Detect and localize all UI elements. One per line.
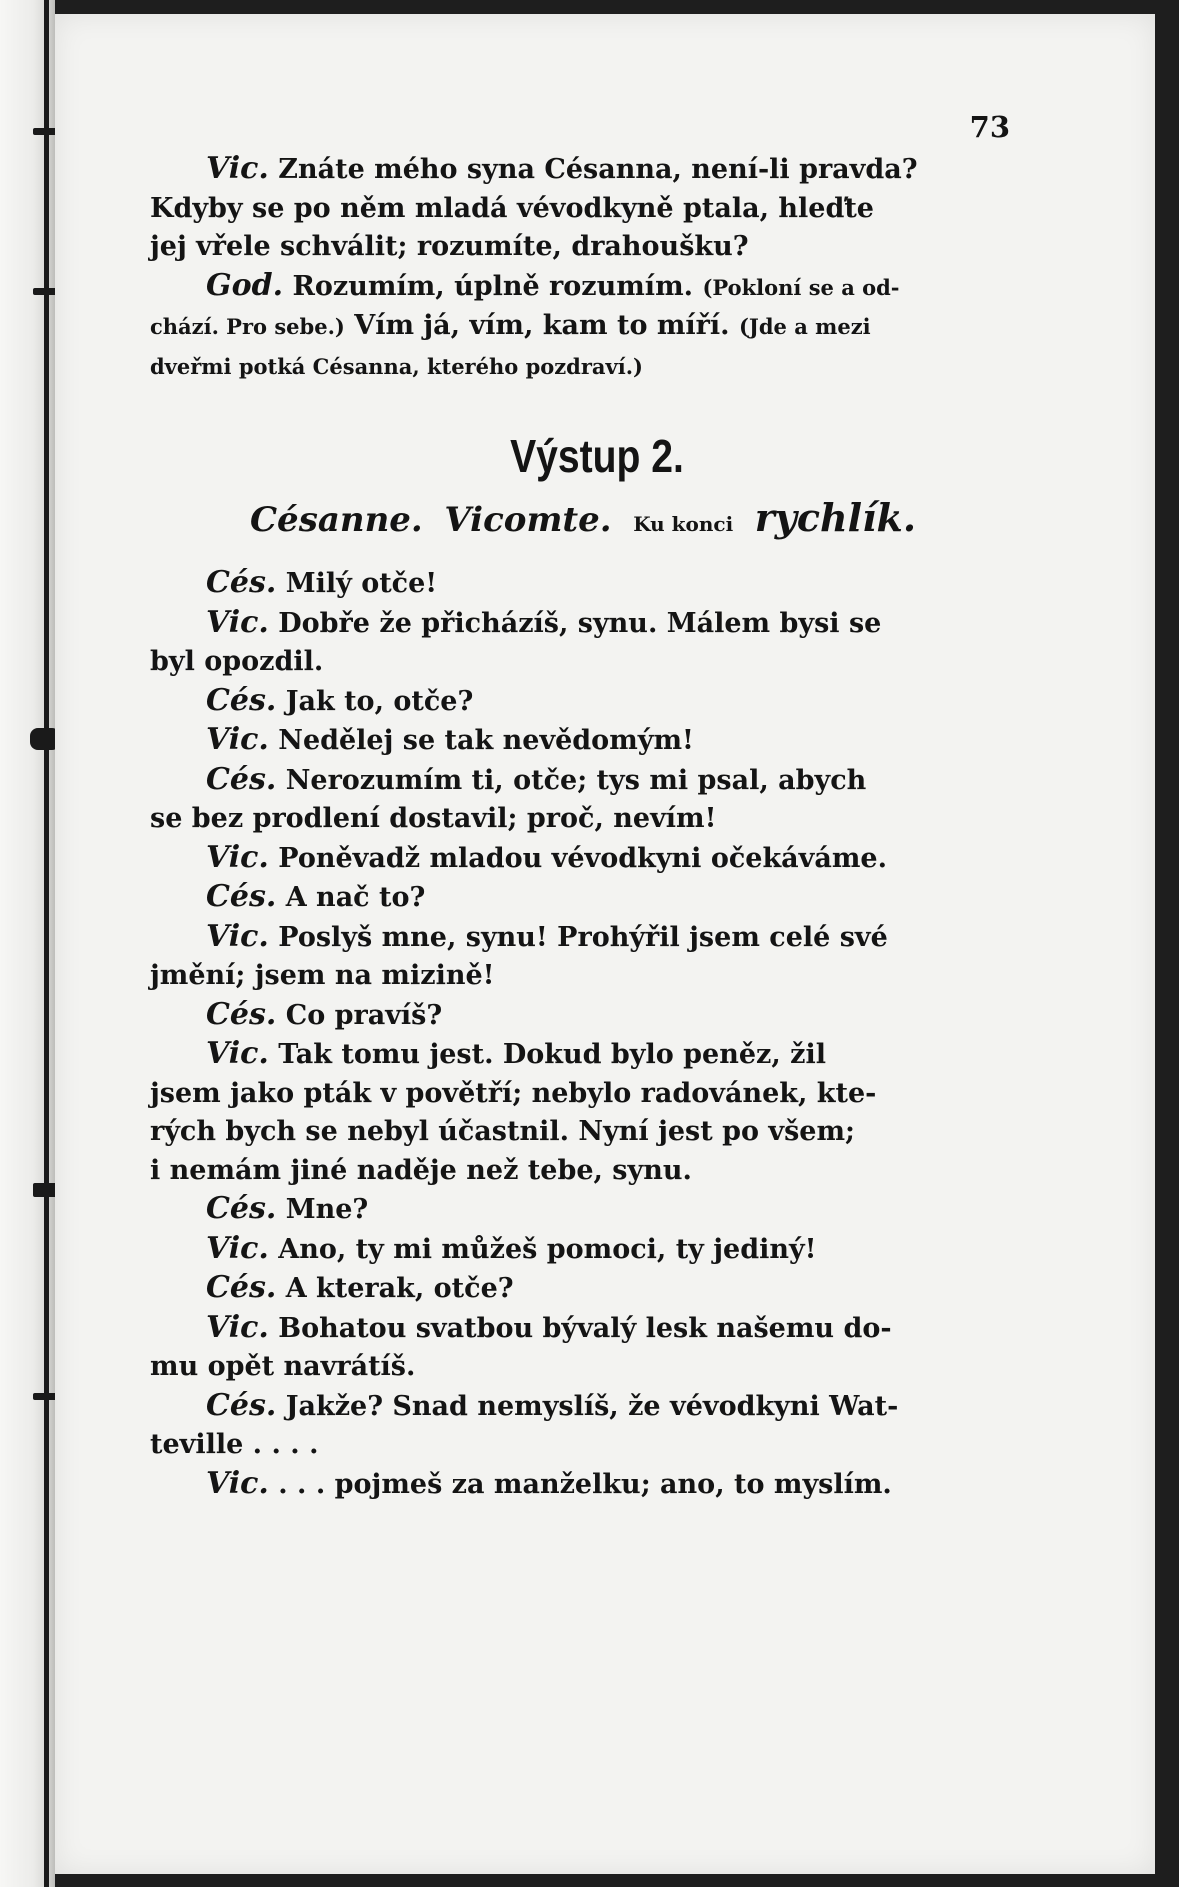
- stage-direction: (Pokloní se a od-: [702, 274, 900, 300]
- text-line: i nemám jiné naděje než tebe, synu.: [150, 1154, 692, 1186]
- speaker-name: Cés.: [206, 1270, 277, 1305]
- cast-member: Césanne.: [250, 500, 423, 540]
- speaker-name: Vic.: [206, 1036, 269, 1071]
- dialogue-line: Cés. Jak to, otče?: [206, 682, 474, 718]
- cast-list: [150, 492, 1010, 550]
- text-line: jej vřele schválit; rozumíte, drahoušku?: [150, 231, 749, 262]
- speaker-name: Vic.: [206, 918, 269, 954]
- dialogue-line: Vic. Poslyš mne, synu! Prohýřil jsem celé své: [206, 918, 888, 954]
- speaker-name: Cés.: [206, 565, 277, 600]
- text-line: [150, 347, 1010, 387]
- page-number: 73: [969, 110, 1010, 144]
- dialogue-line: Cés. Milý otče!: [206, 565, 438, 600]
- speaker-name: Cés.: [206, 682, 277, 718]
- stage-direction: chází. Pro sebe.): [150, 314, 345, 339]
- speaker-name: Vic.: [206, 1309, 269, 1345]
- text-line: jmění; jsem na mizině!: [150, 960, 495, 991]
- speaker-name: God.: [206, 267, 284, 303]
- dialogue-line: Vic. Nedělej se tak nevědomým!: [206, 722, 694, 757]
- dialogue-line: Cés. Jakže? Snad nemyslíš, že vévodkyni Wat-: [206, 1387, 899, 1423]
- cast-note: Ku konci: [633, 512, 734, 536]
- speaker-name: Vic.: [206, 722, 269, 757]
- speaker-name: Cés.: [206, 1387, 277, 1423]
- dialogue-line: Vic. Tak tomu jest. Dokud bylo peněz, žil: [206, 1036, 826, 1071]
- speaker-name: Vic.: [206, 151, 269, 186]
- text-line: mu opět navrátíš.: [150, 1351, 416, 1382]
- dialogue-line: Cés. Co pravíš?: [206, 996, 443, 1032]
- dialogue-line: Vic. Ano, ty mi můžeš pomoci, ty jediný!: [206, 1230, 817, 1266]
- dialogue-line: Vic. Poněvadž mladou vévodkyni očekáváme.: [206, 839, 887, 875]
- dialogue-line: Vic. Dobře že přicházíš, synu. Málem bysi se: [206, 604, 882, 640]
- page-text: [150, 108, 1010, 1504]
- dialogue-line: Cés. Mne?: [206, 1191, 369, 1226]
- speaker-name: Cés.: [206, 879, 277, 914]
- speaker-name: Vic.: [206, 839, 269, 875]
- dialogue-line: Vic. Znáte mého syna Césanna, není-li pravda?: [206, 151, 918, 186]
- cast-member: Vicomte.: [444, 500, 612, 540]
- text-line: chází. Pro sebe.) Vím já, vím, kam to míří. (Jde a mezi: [150, 310, 871, 341]
- stage-direction: (Jde a mezi: [738, 314, 871, 339]
- text-line: teville . . . .: [150, 1429, 319, 1460]
- dialogue-line: God. Rozumím, úplně rozumím. (Pokloní se a od-: [206, 267, 900, 303]
- text-line: Kdyby se po něm mladá vévodkyně ptala, hleďte: [150, 192, 874, 224]
- dialogue-line: Vic. Bohatou svatbou bývalý lesk našemu do-: [206, 1309, 892, 1345]
- text-line: rých bych se nebyl účastnil. Nyní jest po všem;: [150, 1116, 855, 1147]
- speaker-name: Cés.: [206, 996, 277, 1032]
- dialogue-line: Cés. A kterak, otče?: [206, 1270, 514, 1305]
- speaker-name: Vic.: [206, 604, 269, 640]
- scene-title: Výstup 2.: [510, 430, 684, 482]
- dialogue-line: Cés. Nerozumím ti, otče; tys mi psal, abych: [206, 761, 867, 797]
- text-line: byl opozdil.: [150, 646, 324, 677]
- stage-direction: dveřmi potká Césanna, kterého pozdraví.): [150, 353, 643, 379]
- dialogue-line: Vic. . . . pojmeš za manželku; ano, to myslím.: [206, 1465, 892, 1501]
- cast-member: rychlík.: [754, 495, 917, 540]
- speaker-name: Vic.: [206, 1230, 269, 1266]
- dialogue-line: Cés. A nač to?: [206, 879, 426, 914]
- text-line: se bez prodlení dostavil; proč, nevím!: [150, 803, 717, 834]
- speaker-name: Vic.: [206, 1465, 269, 1501]
- speaker-name: Cés.: [206, 761, 277, 797]
- binding-line: [44, 0, 49, 1887]
- speaker-name: Cés.: [206, 1191, 277, 1226]
- text-line: jsem jako pták v povětří; nebylo radovánek, kte-: [150, 1077, 877, 1109]
